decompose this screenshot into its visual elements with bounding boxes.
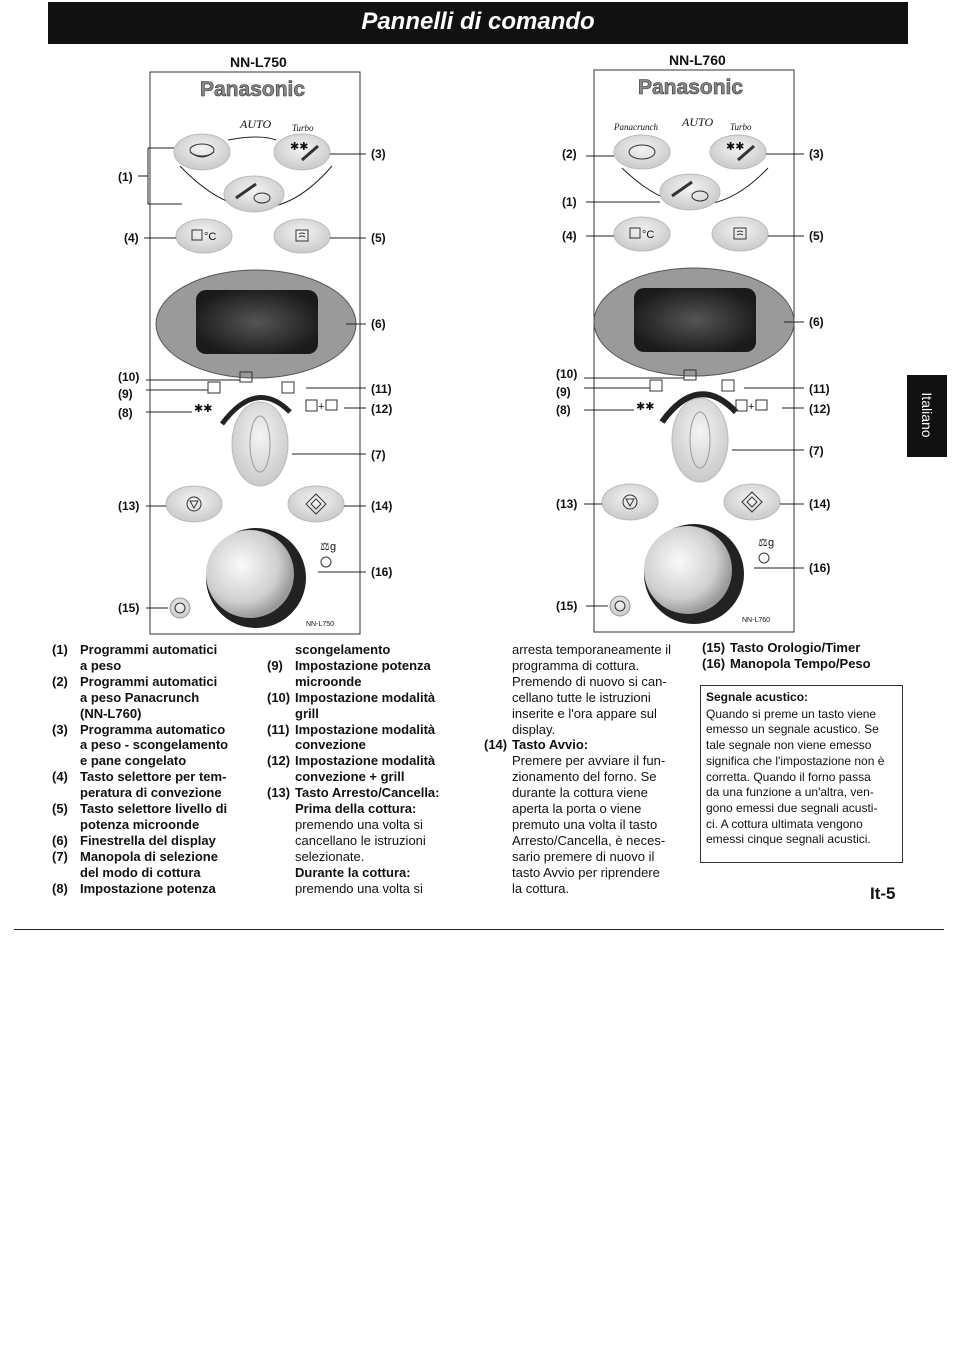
legend-column-3 [484, 642, 694, 897]
legend-line: a peso [80, 657, 122, 673]
brand-logo: Panasonic [200, 78, 306, 101]
legend-line: Premendo di nuovo si can- [512, 673, 667, 689]
legend-line: premendo una volta si [295, 816, 423, 832]
callout-13: (13) [556, 497, 578, 511]
beep-line: gono emessi due segnali acusti- [706, 800, 878, 815]
legend-line: Impostazione modalità [295, 689, 436, 705]
model-label-l750: NN-L750 [230, 54, 287, 70]
legend-line: cancellano le istruzioni [295, 832, 426, 848]
legend-line: Impostazione potenza [80, 880, 216, 896]
legend-continuation: scongelamento [295, 642, 391, 657]
legend-line: convezione + grill [295, 769, 405, 785]
turbo-label: Turbo [292, 123, 314, 133]
legend-line: grill [295, 705, 319, 721]
legend-line: aperta la porta o viene [512, 801, 642, 817]
legend-item-13 [267, 785, 477, 817]
legend-number: (9) [267, 657, 283, 673]
legend-line: Programmi automatici [80, 642, 218, 657]
convection-temp-button[interactable] [614, 217, 670, 251]
callout-13: (13) [118, 499, 140, 513]
footer-rule [14, 929, 944, 930]
panacrunch-label: Panacrunch [614, 122, 658, 132]
legend-item-10 [267, 690, 477, 722]
weight-unit: g [768, 537, 775, 549]
beep-line: emessi cinque segnali acustici. [706, 832, 871, 847]
start-text [484, 753, 694, 896]
legend-number: (3) [52, 721, 68, 737]
legend-item-15 [702, 640, 907, 656]
legend-item-8 [52, 881, 252, 897]
legend-number: (14) [484, 737, 508, 753]
callout-14: (14) [371, 499, 393, 513]
callout-7: (7) [371, 448, 386, 462]
legend-line: inserite e l'ora appare sul [512, 705, 657, 721]
mode-selector-dial[interactable] [232, 402, 288, 486]
control-panel-diagram-l760 [548, 60, 848, 640]
celsius-icon: °C [204, 231, 217, 243]
legend-column-1 [52, 642, 252, 897]
auto-label: AUTO [240, 117, 272, 131]
callout-16: (16) [371, 565, 393, 579]
legend-number: (8) [52, 880, 68, 896]
time-weight-knob[interactable] [206, 528, 306, 628]
callout-3: (3) [371, 147, 386, 161]
start-button[interactable] [288, 486, 344, 522]
callout-9: (9) [118, 387, 133, 401]
callout-5: (5) [371, 231, 386, 245]
callout-16: (16) [809, 561, 831, 575]
legend-line: Tasto selettore per tem- [80, 769, 227, 785]
legend-number: (2) [52, 673, 68, 689]
legend-line: del modo di cottura [80, 864, 201, 880]
legend-number: (6) [52, 832, 68, 848]
legend-line: Prima della cottura: [295, 801, 417, 817]
auto-defrost-button[interactable] [274, 134, 330, 170]
legend-line: Tasto selettore livello di [80, 801, 228, 817]
weight-icon: ⚖ [320, 541, 330, 553]
legend-number: (11) [267, 721, 290, 737]
callout-14: (14) [809, 497, 831, 511]
legend-line: a peso - scongelamento [80, 737, 229, 753]
legend-column-4 [702, 640, 907, 672]
weight-icon: ⚖ [758, 537, 768, 549]
title-bar [48, 2, 908, 44]
snowflake-icon: ✱✱ [726, 141, 745, 153]
page-title: Pannelli di comando [361, 8, 595, 35]
legend-item-3 [52, 722, 252, 770]
legend-item-7 [52, 849, 252, 881]
legend-item-12 [267, 753, 477, 785]
beep-line: corretta. Quando il forno passa [706, 769, 871, 784]
page-number: It-5 [870, 884, 896, 903]
callout-5: (5) [809, 229, 824, 243]
legend-number: (16) [702, 655, 726, 671]
legend-line: peratura di convezione [80, 785, 222, 801]
legend-item-1 [52, 642, 252, 674]
clock-timer-button[interactable] [170, 598, 190, 618]
beep-line: significa che l'impostazione non è [706, 753, 885, 768]
brand-logo: Panasonic [638, 76, 744, 99]
microwave-power-button[interactable] [712, 217, 768, 251]
legend-line: Finestrella del display [80, 832, 216, 848]
microwave-power-button[interactable] [274, 219, 330, 253]
legend-item-14 [484, 737, 694, 753]
callout-2: (2) [562, 147, 577, 161]
legend-line: display. [512, 721, 556, 737]
callout-6: (6) [371, 317, 386, 331]
legend-line: zionamento del forno. Se [512, 769, 657, 785]
callout-1: (1) [118, 170, 133, 184]
callout-9: (9) [556, 385, 571, 399]
callout-4: (4) [124, 231, 139, 245]
auto-weight-button-2[interactable] [224, 176, 284, 212]
legend-item-6 [52, 833, 252, 849]
legend-line: Tasto Arresto/Cancella: [295, 785, 440, 801]
legend-line: Manopola di selezione [80, 848, 218, 864]
legend-number: (7) [52, 848, 68, 864]
legend-line: la cottura. [512, 880, 570, 896]
model-label-l760: NN-L760 [669, 52, 726, 68]
legend-line: microonde [295, 673, 362, 689]
snowflake-icon: ✱✱ [290, 141, 309, 153]
legend-number: (13) [267, 785, 291, 801]
legend-column-2 [267, 642, 477, 897]
stop-cancel-button[interactable] [602, 484, 658, 520]
callout-3: (3) [809, 147, 824, 161]
beep-line: ci. A cottura ultimata vengono [706, 816, 863, 831]
legend-line: (NN-L760) [80, 705, 142, 721]
legend-line: Impostazione potenza [295, 657, 431, 673]
callout-6: (6) [809, 315, 824, 329]
celsius-icon: °C [642, 229, 655, 241]
legend-line: Tasto Avvio: [512, 737, 589, 753]
svg-text:+: + [318, 401, 325, 413]
legend-line: e pane congelato [80, 753, 187, 769]
legend-item-16 [702, 656, 907, 672]
clock-timer-button[interactable] [610, 596, 630, 616]
legend-line: Impostazione modalità [295, 721, 436, 737]
start-button[interactable] [724, 484, 780, 520]
legend-line: Manopola Tempo/Peso [730, 655, 871, 671]
legend-number: (12) [267, 753, 291, 769]
turbo-label: Turbo [730, 122, 752, 132]
legend-line: Programma automatico [80, 721, 226, 737]
panacrunch-button[interactable] [614, 135, 670, 169]
beep-line: Quando si preme un tasto viene [706, 706, 877, 721]
callout-7: (7) [809, 444, 824, 458]
legend-line: a peso Panacrunch [80, 689, 200, 705]
beep-line: emesso un segnale acustico. Se [706, 722, 879, 737]
auto-weight-button-1[interactable] [174, 134, 230, 170]
legend-line: arresta temporaneamente il [512, 642, 671, 657]
legend-item-9 [267, 658, 477, 690]
language-tab [907, 375, 947, 457]
weight-unit: g [330, 541, 337, 553]
callout-11: (11) [809, 382, 830, 396]
stop-continued-text [484, 642, 694, 737]
legend-line: Programmi automatici [80, 673, 218, 689]
callout-10: (10) [556, 367, 578, 381]
legend-number: (15) [702, 640, 726, 655]
panel-model-text: NN-L760 [742, 617, 771, 624]
callout-15: (15) [556, 599, 578, 613]
callout-12: (12) [371, 402, 393, 416]
beep-line: da una funzione a un'altra, ven- [706, 785, 874, 800]
legend-line: tasto Avvio per riprendere [512, 864, 660, 880]
stop-cancel-button[interactable] [166, 486, 222, 522]
defrost-mode-icon: ✱✱ [194, 403, 213, 415]
callout-11: (11) [371, 382, 392, 396]
legend-item-5 [52, 801, 252, 833]
beep-box-title: Segnale acustico: [706, 690, 809, 704]
callout-4: (4) [562, 229, 577, 243]
auto-label: AUTO [682, 115, 714, 129]
legend-line: Arresto/Cancella, è neces- [512, 832, 666, 848]
legend-line: selezionate. [295, 848, 365, 864]
language-tab-label: Italiano [919, 392, 935, 438]
legend-number: (10) [267, 689, 291, 705]
legend-line: premuto una volta il tasto [512, 816, 658, 832]
mode-selector-dial[interactable] [672, 398, 728, 482]
auto-defrost-button[interactable] [710, 135, 766, 169]
legend-item-11 [267, 722, 477, 754]
legend-line: Impostazione modalità [295, 753, 436, 769]
time-weight-knob[interactable] [644, 524, 744, 624]
callout-15: (15) [118, 601, 140, 615]
panel-model-text: NN-L750 [306, 621, 335, 628]
stop-during-text: premendo una volta si [295, 880, 423, 896]
stop-during-heading: Durante la cottura: [295, 864, 411, 880]
legend-line: potenza microonde [80, 816, 200, 832]
legend-number: (4) [52, 769, 68, 785]
display-window [594, 268, 794, 376]
stop-before-text [267, 817, 477, 865]
legend-number: (1) [52, 642, 68, 657]
beep-line: tale segnale non viene emesso [706, 738, 872, 753]
callout-12: (12) [809, 402, 831, 416]
defrost-mode-icon: ✱✱ [636, 401, 655, 413]
legend-line: convezione [295, 737, 366, 753]
callout-10: (10) [118, 370, 140, 384]
legend-number: (5) [52, 801, 68, 817]
auto-weight-button[interactable] [660, 174, 720, 210]
legend-line: cellano tutte le istruzioni [512, 689, 651, 705]
legend-line: Tasto Orologio/Timer [730, 640, 861, 655]
beep-info-box [700, 685, 903, 863]
legend-item-4 [52, 769, 252, 801]
display-window [156, 270, 356, 378]
legend-line: Premere per avviare il fun- [512, 753, 666, 769]
legend-line: programma di cottura. [512, 657, 640, 673]
legend-line: durante la cottura viene [512, 785, 648, 801]
callout-8: (8) [556, 403, 571, 417]
callout-1: (1) [562, 195, 577, 209]
callout-8: (8) [118, 406, 133, 420]
legend-line: sario premere di nuovo il [512, 848, 655, 864]
legend-item-2 [52, 674, 252, 722]
control-panel-diagram-l750 [110, 60, 410, 640]
convection-temp-button[interactable] [176, 219, 232, 253]
svg-text:+: + [748, 401, 755, 413]
